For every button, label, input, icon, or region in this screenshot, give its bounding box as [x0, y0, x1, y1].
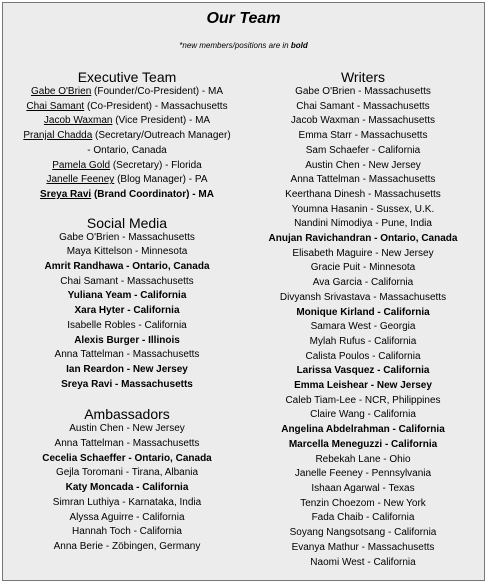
left-column [7, 69, 247, 555]
executive-member [7, 173, 247, 188]
writer-member: Evanya Mathur - Massachusetts [291, 541, 435, 553]
writer-member: Fada Chaib - California [311, 512, 415, 524]
writer-member: Anujan Ravichandran - Ontario, Canada [268, 233, 458, 245]
ambassadors-list [7, 422, 247, 554]
team-panel [2, 2, 485, 581]
member-role: - Ontario, Canada [87, 144, 167, 156]
writer-member: Emma Leishear - New Jersey [294, 380, 432, 392]
social-media-member: Isabelle Robles - California [67, 319, 187, 331]
member-role: (Vice President) - MA [112, 115, 211, 127]
writer-member: Mylah Rufus - California [309, 335, 417, 347]
writer-member: Ava Garcia - California [312, 277, 414, 289]
member-role: (Secretary) - Florida [110, 159, 202, 171]
member-name: Pranjal Chadda [23, 130, 93, 142]
ambassador-member: Alyssa Aguirre - California [69, 511, 185, 523]
member-role: (Co-President) - Massachusetts [84, 100, 228, 112]
ambassador-member: Cecelia Schaeffer - Ontario, Canada [42, 452, 212, 464]
social-media-member: Gabe O'Brien - Massachusetts [59, 231, 195, 243]
writer-member: Anna Tattelman - Massachusetts [290, 174, 436, 186]
writer-member: Marcella Meneguzzi - California [288, 438, 438, 450]
note-text: *new members/positions are in [179, 41, 291, 50]
social-media-member: Chai Samant - Massachusetts [60, 275, 194, 287]
writer-member: Janelle Feeney - Pennsylvania [294, 468, 432, 480]
executive-member [7, 114, 247, 129]
writer-member: Tenzin Choezom - New York [300, 497, 426, 509]
writer-member: Gabe O'Brien - Massachusetts [295, 86, 431, 97]
social-media-member: Ian Reardon - New Jersey [66, 363, 188, 375]
writer-member: Monique Kirland - California [296, 306, 430, 318]
member-role: (Founder/Co-President) - MA [91, 86, 223, 97]
page-title: Our Team [206, 10, 281, 27]
ambassador-member: Austin Chen - New Jersey [69, 423, 185, 435]
writer-member: Nandini Nimodiya - Pune, India [294, 218, 432, 230]
executive-member [7, 85, 247, 100]
ambassador-member: Gejla Toromani - Tirana, Albania [55, 467, 199, 479]
ambassador-member: Hannah Toch - California [72, 526, 182, 538]
bold-note [3, 41, 484, 50]
executive-member [7, 144, 247, 159]
executive-heading: Executive Team [77, 69, 177, 85]
social-media-member: Xara Hyter - California [74, 305, 180, 317]
social-media-member: Yuliana Yeam - California [67, 290, 187, 302]
writer-member: Ishaan Agarwal - Texas [311, 482, 415, 494]
member-name: Pamela Gold [52, 159, 111, 171]
member-role: (Blog Manager) - PA [114, 174, 208, 186]
ambassadors-heading: Ambassadors [84, 406, 170, 423]
social-media-heading: Social Media [86, 214, 168, 231]
social-media-member: Sreya Ravi - Massachusetts [61, 378, 193, 390]
social-media-list [7, 231, 247, 393]
writer-member: Elisabeth Maguire - New Jersey [292, 247, 434, 259]
writer-member: Caleb Tiam-Lee - NCR, Philippines [285, 394, 441, 406]
writer-member: Angelina Abdelrahman - California [281, 424, 445, 436]
writers-list [245, 85, 481, 570]
writer-member: Divyansh Srivastava - Massachusetts [279, 291, 447, 303]
ambassador-member: Katy Moncada - California [65, 482, 189, 494]
writer-member: Chai Samant - Massachusetts [296, 100, 430, 112]
executive-member [7, 129, 247, 144]
writer-member: Jacob Waxman - Massachusetts [290, 115, 436, 127]
writer-member: Claire Wang - California [310, 409, 416, 421]
writer-member: Gracie Puit - Minnesota [310, 262, 416, 274]
member-name: Gabe O'Brien [31, 86, 92, 97]
writer-member: Austin Chen - New Jersey [305, 159, 421, 171]
social-media-member: Anna Tattelman - Massachusetts [54, 349, 200, 361]
writer-member: Rebekah Lane - Ohio [315, 453, 411, 465]
social-media-member: Amrit Randhawa - Ontario, Canada [44, 261, 210, 273]
executive-member [7, 188, 247, 203]
member-role: (Secretary/Outreach Manager) [92, 130, 231, 142]
writer-member: Sam Schaefer - California [305, 144, 421, 156]
social-media-member: Alexis Burger - Illinois [74, 334, 180, 346]
note-bold-word: bold [290, 41, 308, 50]
ambassador-member: Simran Luthiya - Karnataka, India [52, 496, 202, 508]
executive-member [7, 100, 247, 115]
ambassador-member: Anna Tattelman - Massachusetts [54, 438, 200, 450]
member-role: (Brand Coordinator) - MA [91, 188, 214, 200]
writer-member: Keerthana Dinesh - Massachusetts [285, 188, 441, 200]
member-name: Janelle Feeney [46, 174, 115, 186]
writer-member: Samara West - Georgia [310, 321, 416, 333]
member-name: Jacob Waxman [43, 115, 113, 127]
executive-member [7, 159, 247, 174]
writers-heading: Writers [340, 69, 386, 85]
writer-member: Calista Poulos - California [305, 350, 421, 362]
member-name: Chai Samant [26, 100, 85, 112]
writer-member: Larissa Vasquez - California [296, 365, 430, 377]
writer-member: Emma Starr - Massachusetts [298, 130, 428, 142]
writer-member: Youmna Hasanin - Sussex, U.K. [291, 203, 435, 215]
writer-member: Soyang Nangsotsang - California [289, 527, 437, 539]
right-column [245, 69, 481, 570]
member-name: Sreya Ravi [40, 188, 92, 200]
writer-member: Naomi West - California [310, 556, 416, 568]
executive-list [7, 85, 247, 203]
social-media-member: Maya Kittelson - Minnesota [66, 246, 188, 258]
ambassador-member: Anna Berie - Zöbingen, Germany [53, 540, 201, 552]
